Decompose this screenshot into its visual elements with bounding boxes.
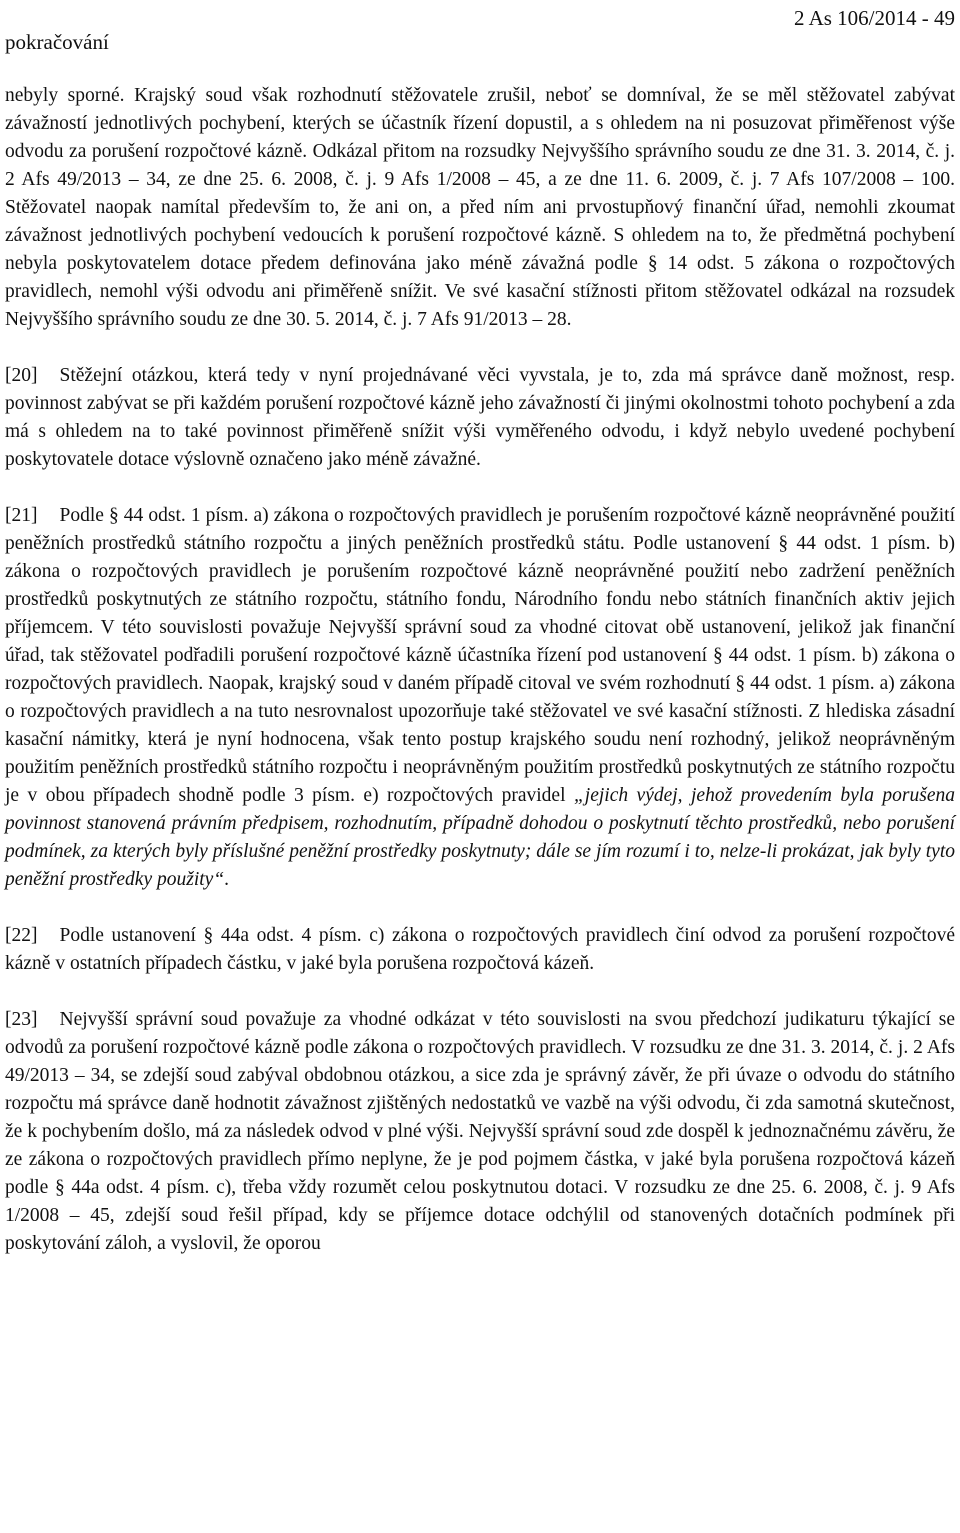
- paragraph-text: nebyly sporné. Krajský soud však rozhodnutí stěžovatele zrušil, neboť se domníval, že se měl stěžovatel zabývat závažností jednotlivých pochybení, kterých se účastník řízení dopustil, a s ohledem na ni posuzovat přiměřenost výše odvodu za porušení rozpočtové kázně. Odkázal přitom na rozsudky Nejvyššího správního soudu ze dne 31. 3. 2014, č. j. 2 Afs 49/2013 – 34, ze dne 25. 6. 2008, č. j. 9 Afs 1/2008 – 45, a ze dne 11. 6. 2009, č. j. 7 Afs 107/2008 – 100. Stěžovatel naopak namítal především to, že ani on, a před ním ani prvostupňový finanční úřad, nemohli zkoumat závažnost jednotlivých pochybení vedoucích k porušení rozpočtové kázně. S ohledem na to, že předmětná pochybení nebyla poskytovatelem dotace předem definována jako méně závažná podle § 14 odst. 5 zákona o rozpočtových pravidlech, nemohl výši odvodu ani přiměřeně snížit. Ve své kasační stížnosti přitom stěžovatel odkázal na rozsudek Nejvyššího správního soudu ze dne 30. 5. 2014, č. j. 7 Afs 91/2013 – 28.: [5, 85, 955, 330]
- paragraph-text: Podle ustanovení § 44a odst. 4 písm. c) zákona o rozpočtových pravidlech činí odvod za porušení rozpočtové kázně v ostatních případech částku, v jaké byla porušena rozpočtová kázeň.: [5, 925, 955, 974]
- paragraph-text: Stěžejní otázkou, která tedy v nyní projednávané věci vyvstala, je to, zda má správce daně možnost, resp. povinnost zabývat se při každém porušení rozpočtové kázně jeho závažností či jinými okolnostmi tohoto pochybení a zda má s ohledem na to také povinnost přiměřeně snížit výši vyměřeného odvodu, i když nebylo uvedené pochybení poskytovatele dotace výslovně označeno jako méně závažné.: [5, 365, 955, 470]
- paragraph-number: [20]: [5, 365, 38, 386]
- continuation-label: pokračování: [5, 30, 109, 54]
- paragraph-text: Podle § 44 odst. 1 písm. a) zákona o rozpočtových pravidlech je porušením rozpočtové kázně neoprávněné použití peněžních prostředků státního rozpočtu a jiných peněžních prostředků státu. Podle ustanovení § 44 odst. 1 písm. b) zákona o rozpočtových pravidlech je porušením rozpočtové kázně neoprávněné použití nebo zadržení peněžních prostředků poskytnutých ze státního rozpočtu, státního fondu, Národního fondu nebo státních finančních aktiv jejich příjemcem. V této souvislosti považuje Nejvyšší správní soud za vhodné citovat obě ustanovení, jelikož jak finanční úřad, tak stěžovatel podřadili porušení rozpočtové kázně účastníka řízení pod ustanovení § 44 odst. 1 písm. b) zákona o rozpočtových pravidlech. Naopak, krajský soud v daném případě citoval ve svém rozhodnutí § 44 odst. 1 písm. a) zákona o rozpočtových pravidlech a na tuto nesrovnalost upozorňuje také stěžovatel ve své kasační stížnosti. Z hlediska zásadní kasační námitky, která je nyní hodnocena, však tento postup krajského soudu není rozhodný, jelikož neoprávněným použitím peněžních prostředků státního rozpočtu i neoprávněným použitím prostředků poskytnutých ze státního rozpočtu je v obou případech shodně podle 3 písm. e) rozpočtových pravidel: [5, 505, 955, 806]
- paragraph-23: [5, 1006, 955, 1258]
- paragraph-20: [5, 362, 955, 474]
- paragraph-text: Nejvyšší správní soud považuje za vhodné odkázat v této souvislosti na svou předchozí judikaturu týkající se odvodů za porušení rozpočtové kázně podle zákona o rozpočtových pravidlech. V rozsudku ze dne 31. 3. 2014, č. j. 2 Afs 49/2013 – 34, se zdejší soud zabýval obdobnou otázkou, a sice zda je správný závěr, že při úvaze o odvodu do státního rozpočtu má správce daně hodnotit závažnost zjištěných nedostatků ve vazbě na výši odvodu, či zda samotná skutečnost, že k pochybením došlo, má za následek odvod v plné výši. Nejvyšší správní soud zde dospěl k jednoznačnému závěru, že ze zákona o rozpočtových pravidlech přímo neplyne, že je pod pojmem částka, v jaké byla porušena rozpočtová kázeň podle § 44a odst. 4 písm. c), třeba vždy rozumět celou poskytnutou dotaci. V rozsudku ze dne 25. 6. 2008, č. j. 9 Afs 1/2008 – 45, zdejší soud řešil případ, kdy se příjemce dotace odchýlil od stanovených dotačních podmínek při poskytování záloh, a vyslovil, že oporou: [5, 1009, 955, 1254]
- paragraph-21: [5, 502, 955, 894]
- document-page: [5, 0, 955, 1258]
- paragraph-number: [23]: [5, 1009, 38, 1030]
- paragraph-19-continued: [5, 82, 955, 334]
- paragraph-22: [5, 922, 955, 978]
- quote-end: .: [224, 869, 230, 890]
- paragraph-number: [22]: [5, 925, 38, 946]
- page-header: [5, 0, 955, 56]
- statutory-quote: „jejich výdej, jehož provedením byla porušena povinnost stanovená právním předpisem, rozhodnutím, případně dohodou o poskytnutí těchto prostředků, nebo porušení podmínek, za kterých byly příslušné peněžní prostředky poskytnuty; dále se jím rozumí i to, nelze-li prokázat, jak byly tyto peněžní prostředky použity“: [5, 785, 956, 890]
- paragraph-number: [21]: [5, 505, 38, 526]
- case-number: 2 As 106/2014 - 49: [793, 6, 955, 30]
